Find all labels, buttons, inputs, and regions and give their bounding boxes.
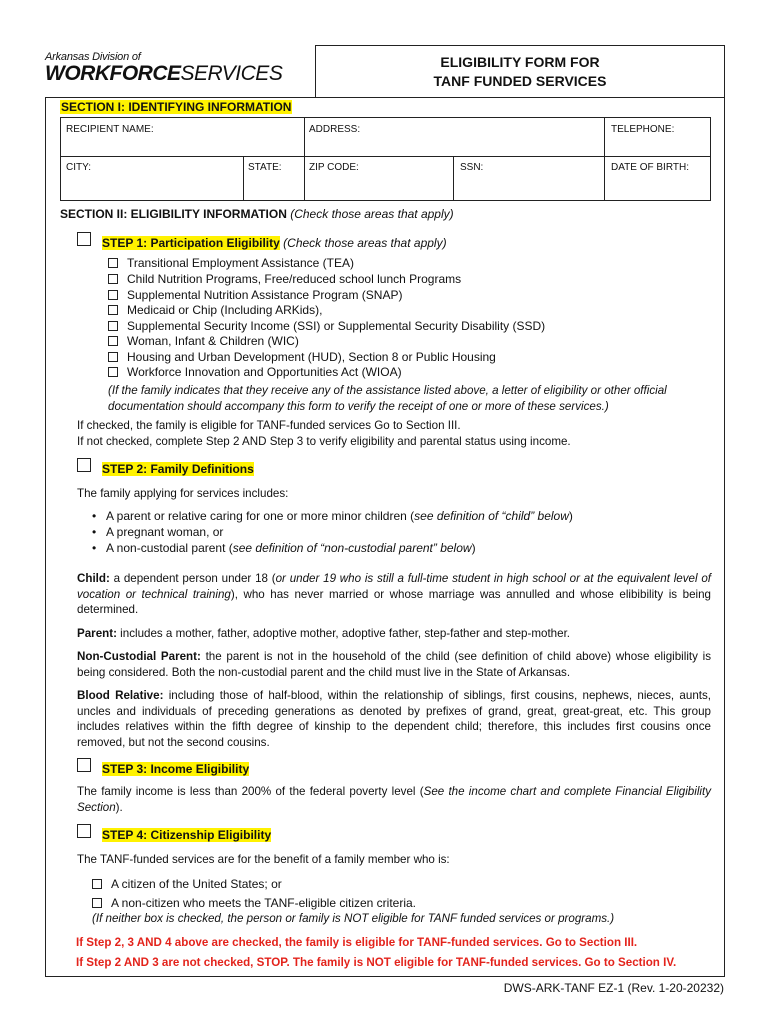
step2-intro: The family applying for services includes: bbox=[77, 487, 289, 500]
citizenship-option[interactable]: A citizen of the United States; or bbox=[92, 877, 282, 891]
assistance-item[interactable]: Woman, Infant & Children (WIC) bbox=[108, 334, 299, 348]
assistance-item[interactable]: Transitional Employment Assistance (TEA) bbox=[108, 256, 354, 270]
step2-label: STEP 2: Family Definitions bbox=[102, 462, 254, 476]
form-title-box bbox=[315, 45, 725, 98]
section2-note: (Check those areas that apply) bbox=[286, 207, 454, 221]
family-bullet: • A parent or relative caring for one or more minor children (see definition of “child” below) bbox=[92, 509, 573, 523]
step1-if-checked: If checked, the family is eligible for TANF-funded services Go to Section III. bbox=[77, 419, 461, 432]
step4-intro: The TANF-funded services are for the benefit of a family member who is: bbox=[77, 853, 450, 866]
assistance-checkbox[interactable] bbox=[108, 367, 118, 377]
assistance-checkbox[interactable] bbox=[108, 305, 118, 315]
family-bullet: • A pregnant woman, or bbox=[92, 525, 224, 539]
step3-label: STEP 3: Income Eligibility bbox=[102, 762, 250, 776]
assistance-item[interactable]: Supplemental Nutrition Assistance Program (SNAP) bbox=[108, 288, 402, 302]
step1-checkbox[interactable] bbox=[77, 232, 91, 246]
step4-label: STEP 4: Citizenship Eligibility bbox=[102, 828, 272, 842]
assistance-checkbox[interactable] bbox=[108, 352, 118, 362]
parent-definition: Parent: includes a mother, father, adoptive mother, adoptive father, step-father and step-mother. bbox=[77, 627, 571, 640]
step3-checkbox[interactable] bbox=[77, 758, 91, 772]
agency-name-bold: WORKFORCE bbox=[45, 62, 181, 85]
assistance-checkbox[interactable] bbox=[108, 274, 118, 284]
assistance-checkbox[interactable] bbox=[108, 336, 118, 346]
zip-code-field[interactable]: ZIP CODE: bbox=[309, 162, 359, 173]
step1-note: (Check those areas that apply) bbox=[279, 236, 447, 250]
step2-checkbox[interactable] bbox=[77, 458, 91, 472]
step1-if-not-checked: If not checked, complete Step 2 AND Step 3 to verify eligibility and parental status using income. bbox=[77, 435, 571, 448]
assistance-item[interactable]: Supplemental Security Income (SSI) or Supplemental Security Disability (SSD) bbox=[108, 319, 545, 333]
ssn-field[interactable]: SSN: bbox=[460, 162, 484, 173]
step3-income-text: The family income is less than 200% of the federal poverty level (See the income chart and complete Financial Eligibility Section). bbox=[77, 785, 712, 814]
citizen-checkbox[interactable] bbox=[92, 879, 102, 889]
form-id: DWS-ARK-TANF EZ-1 (Rev. 1-20-20232) bbox=[503, 981, 724, 995]
agency-small-text: Arkansas Division of bbox=[45, 51, 141, 63]
agency-logo bbox=[45, 51, 282, 85]
section2-title: SECTION II: ELIGIBILITY INFORMATION bbox=[60, 207, 287, 221]
assistance-item[interactable]: Child Nutrition Programs, Free/reduced school lunch Programs bbox=[108, 272, 461, 286]
assistance-checkbox[interactable] bbox=[108, 321, 118, 331]
step4-checkbox[interactable] bbox=[77, 824, 91, 838]
agency-name-light: SERVICES bbox=[180, 62, 283, 85]
assistance-item[interactable]: Medicaid or Chip (Including ARKids), bbox=[108, 303, 322, 317]
assistance-item[interactable]: Workforce Innovation and Opportunities Act (WIOA) bbox=[108, 365, 402, 379]
state-field[interactable]: STATE: bbox=[248, 162, 282, 173]
child-definition: Child: a dependent person under 18 (or under 19 who is still a full-time student in high school or at the equivalent level of vocation or technical training), who has never married or whose marriage was annulled and whose elibibility is being determined. bbox=[77, 572, 711, 616]
not-eligible-warning: If Step 2 AND 3 are not checked, STOP. The family is NOT eligible for TANF-funded services. Go to Section IV. bbox=[76, 956, 677, 969]
non-citizen-checkbox[interactable] bbox=[92, 898, 102, 908]
non-custodial-parent-definition: Non-Custodial Parent: the parent is not in the household of the child (see definition of child above) whose eligibility is being considered. Both the non-custodial parent and the child must live in the State of Arkansas. bbox=[77, 650, 711, 679]
family-bullet: • A non-custodial parent (see definition of “non-custodial parent” below) bbox=[92, 541, 476, 555]
form-title-line1: ELIGIBILITY FORM FOR bbox=[440, 54, 600, 70]
eligible-warning: If Step 2, 3 AND 4 above are checked, the family is eligible for TANF-funded services. Go to Section III. bbox=[76, 936, 638, 949]
date-of-birth-field[interactable]: DATE OF BIRTH: bbox=[611, 162, 689, 173]
assistance-checkbox[interactable] bbox=[108, 290, 118, 300]
step4-note: (If neither box is checked, the person or family is NOT eligible for TANF funded services or programs.) bbox=[92, 912, 615, 925]
telephone-field[interactable]: TELEPHONE: bbox=[611, 124, 675, 135]
section1-title: SECTION I: IDENTIFYING INFORMATION bbox=[61, 100, 292, 114]
address-field[interactable]: ADDRESS: bbox=[309, 124, 361, 135]
form-title-line2: TANF FUNDED SERVICES bbox=[433, 73, 607, 89]
assistance-checkbox[interactable] bbox=[108, 258, 118, 268]
step1-documentation-note-2: documentation should accompany this form to verify the receipt of one or more of these services.) bbox=[108, 400, 609, 413]
step1-documentation-note-1: (If the family indicates that they receive any of the assistance listed above, a letter of eligibility or other official bbox=[108, 384, 667, 397]
citizenship-option[interactable]: A non-citizen who meets the TANF-eligible citizen criteria. bbox=[92, 896, 416, 910]
city-field[interactable]: CITY: bbox=[66, 162, 92, 173]
blood-relative-definition: Blood Relative: including those of half-blood, within the relationship of siblings, first cousins, nephews, nieces, aunts, uncles and individuals of preceding generations as denoted by prefixes of grand, great, great-great, etc. This group includes relatives within the fifth degree of kinship to the dependent child; therefore, this includes first cousins once removed, but not the second cousins. bbox=[77, 689, 712, 749]
recipient-name-field[interactable]: RECIPIENT NAME: bbox=[66, 124, 154, 135]
step1-label: STEP 1: Participation Eligibility bbox=[102, 236, 280, 250]
assistance-item[interactable]: Housing and Urban Development (HUD), Section 8 or Public Housing bbox=[108, 350, 496, 364]
